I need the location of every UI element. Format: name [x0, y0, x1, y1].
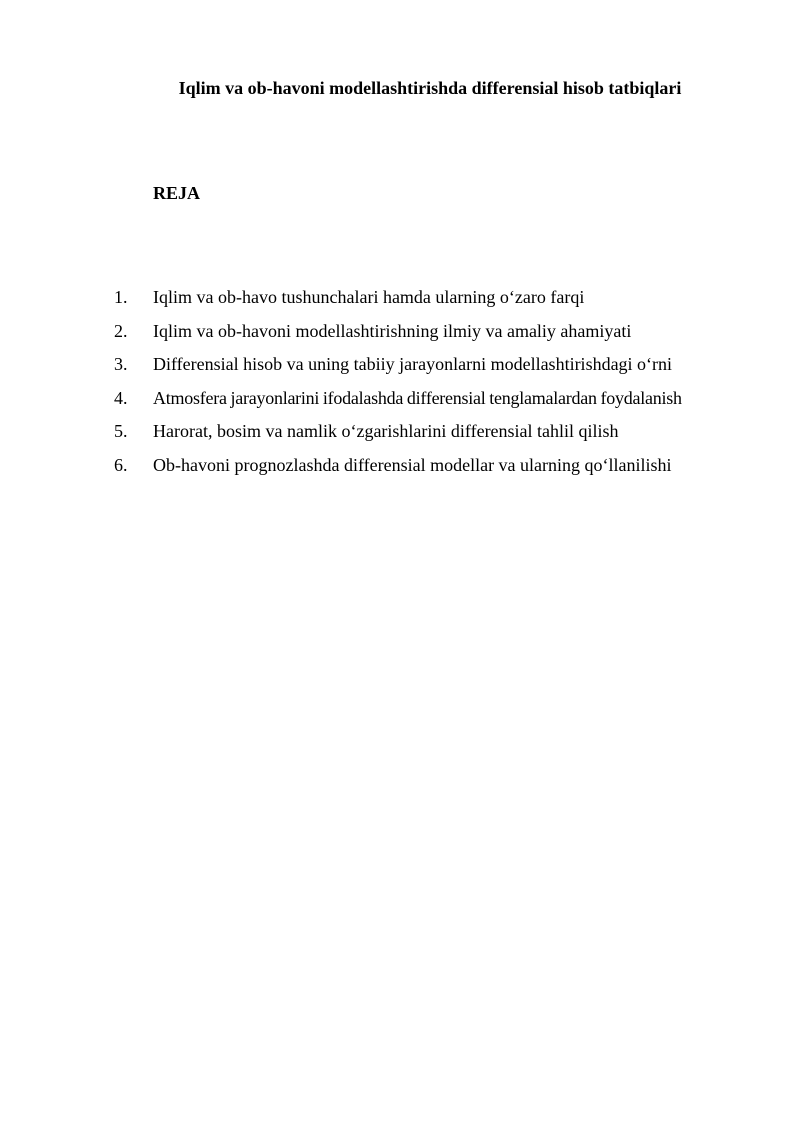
plan-item-text: Harorat, bosim va namlik o‘zgarishlarini differensial tahlil qilish [153, 421, 619, 442]
document-title: Iqlim va ob-havoni modellashtirishda differensial hisob tatbiqlari [178, 78, 682, 98]
plan-item-text: Iqlim va ob-havo tushunchalari hamda ularning o‘zaro farqi [153, 287, 585, 307]
plan-item-number: 4. [114, 387, 128, 408]
plan-item-text: Differensial hisob va uning tabiiy jarayonlarni modellashtirishdagi o‘rni [153, 354, 673, 375]
plan-item-number: 3. [114, 354, 128, 375]
plan-item-number: 2. [114, 320, 128, 341]
plan-item-number: 6. [114, 454, 128, 475]
plan-item-text: Iqlim va ob-havoni modellashtirishning ilmiy va amaliy ahamiyati [153, 320, 632, 341]
plan-item-number: 1. [114, 287, 128, 307]
plan-item-number: 5. [114, 421, 128, 442]
plan-heading: REJA [153, 183, 201, 203]
plan-item-text: Ob-havoni prognozlashda differensial modellar va ularning qo‘llanilishi [153, 454, 672, 475]
plan-item-text: Atmosfera jarayonlarini ifodalashda differensial tenglamalardan foydalanish [153, 387, 682, 408]
